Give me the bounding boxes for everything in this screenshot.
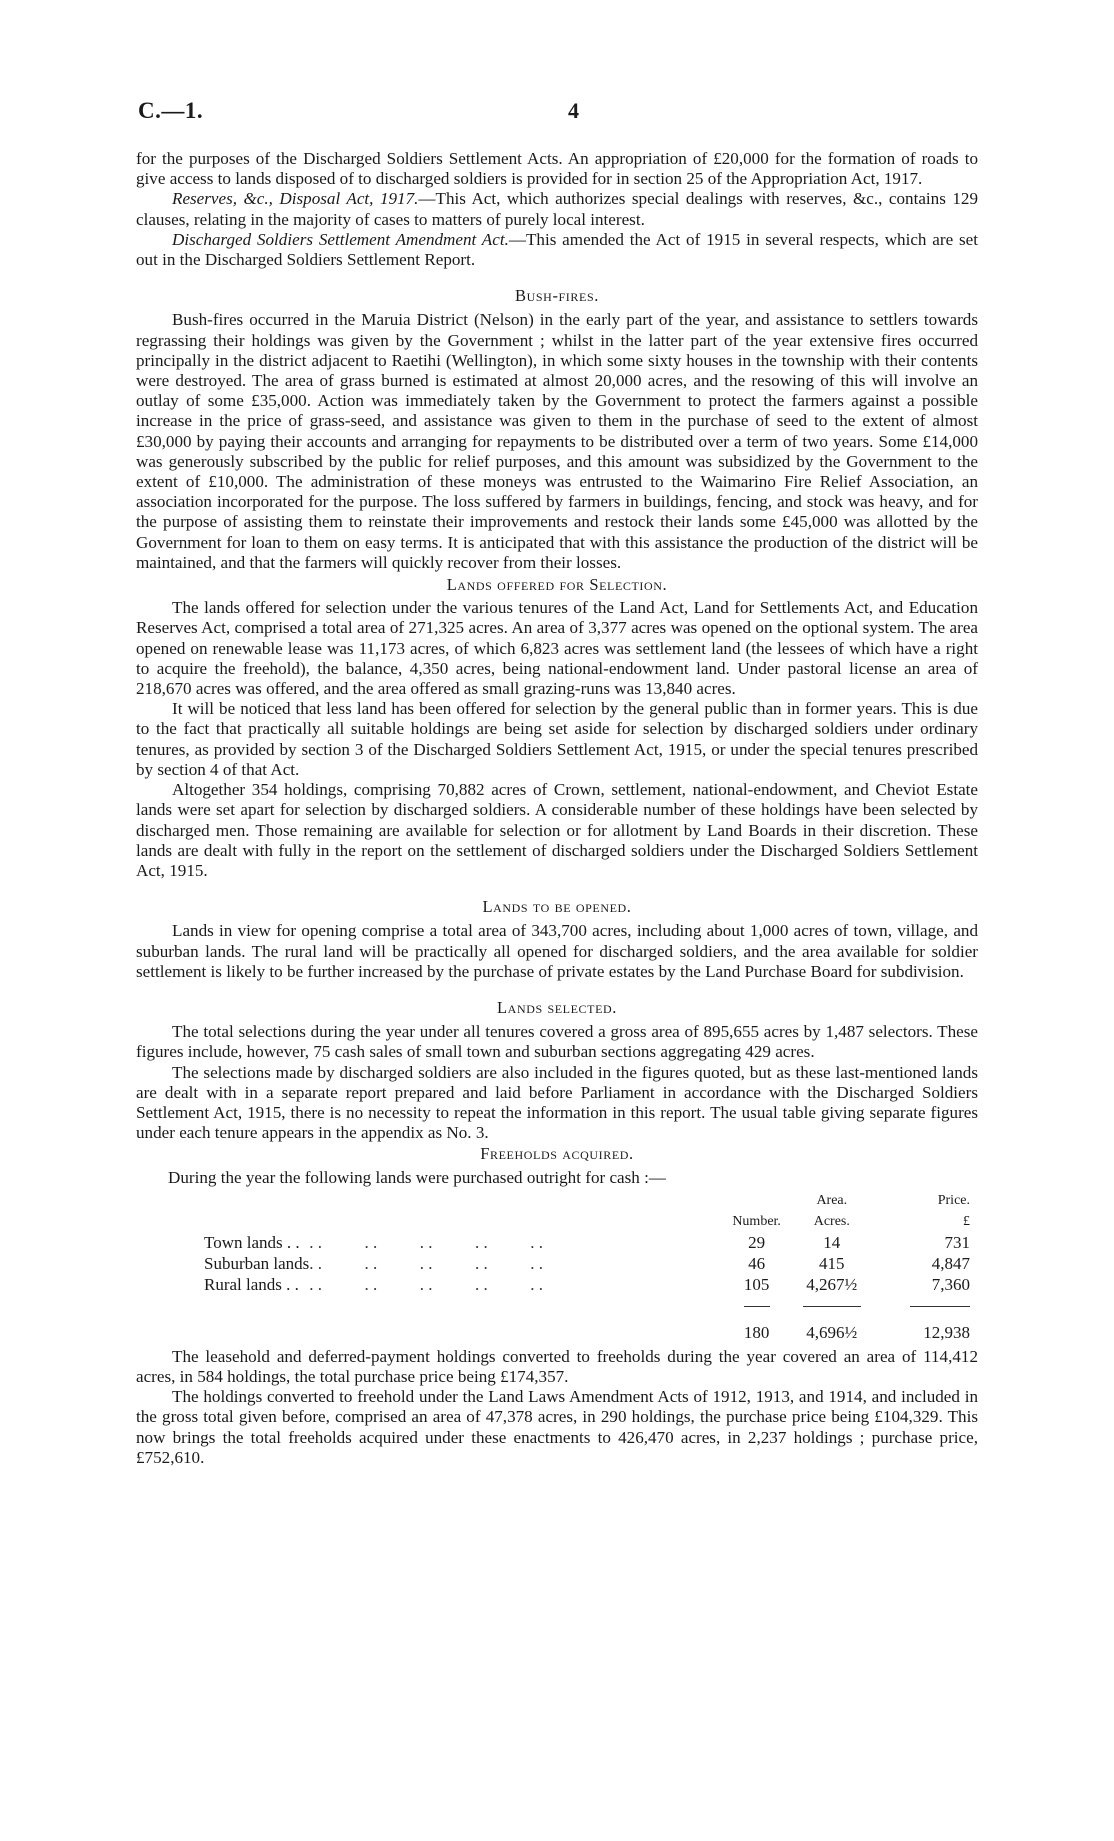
section-heading-freeholds: Freeholds acquired. <box>480 1144 634 1164</box>
intro-paragraph: for the purposes of the Discharged Soldiers Settlement Acts. An appropriation of £20,000 for the formation of roads to give access to lands disposed of to discharged soldiers is provided for in section 25 of the Appropriation Act, 1917. <box>136 149 978 189</box>
total-rule-area <box>803 1306 861 1307</box>
cell-price: 4,847 <box>931 1253 970 1273</box>
table-header-row <box>136 1190 978 1232</box>
cell-number: 29 <box>748 1232 766 1252</box>
cell-area: 4,267½ <box>806 1274 858 1294</box>
lands-selected-paragraph-1: The total selections during the year under all tenures covered a gross area of 895,655 acres by 1,487 selectors. These figures include, however, 75 cash sales of small town and suburban sections aggregating 429 acres. <box>136 1022 978 1062</box>
lands-to-be-opened-paragraph: Lands in view for opening comprise a total area of 343,700 acres, including about 1,000 acres of town, village, and suburban lands. The rural land will be practically all opened for discharged soldiers, and the area available for soldier settlement is likely to be further increased by the purchase of private estates by the Land Purchase Board for subdivision. <box>136 921 978 981</box>
cell-number: 105 <box>743 1274 770 1294</box>
cell-price: 7,360 <box>931 1274 970 1294</box>
cell-area: 14 <box>823 1232 841 1252</box>
total-price: 12,938 <box>923 1322 970 1342</box>
column-header-area-unit: Acres. <box>813 1213 850 1229</box>
section-heading-lands-to-be-opened: Lands to be opened. <box>482 897 632 917</box>
table-row <box>136 1232 978 1253</box>
column-header-price-unit: £ <box>963 1213 970 1229</box>
row-label: Town lands . . <box>204 1232 300 1252</box>
document-body <box>136 149 978 1468</box>
soldiers-amendment-text: —This amended the Act of 1915 in several respects, which are set out in the Discharged Soldiers Settlement Report. <box>136 229 979 270</box>
leader-dots: . . . . . . . . . . <box>309 1253 544 1273</box>
total-rule-row <box>136 1295 978 1316</box>
row-label: Rural lands . . <box>204 1274 299 1294</box>
lands-offered-paragraph-2: It will be noticed that less land has been offered for selection by the general public than in former years. This is due to the fact that practically all suitable holdings are being set aside for selection by discharged soldiers under ordinary tenures, as provided by section 3 of the Discharged Soldiers Settlement Act, 1915, or under the special tenures prescribed by section 4 of that Act. <box>136 699 978 779</box>
reserves-act-paragraph <box>136 189 978 229</box>
table-totals-row <box>136 1316 978 1343</box>
total-area: 4,696½ <box>806 1322 858 1342</box>
reserves-act-text: —This Act, which authorizes special dealings with reserves, &c., contains 129 clauses, relating in the majority of cases to matters of purely local interest. <box>136 189 978 229</box>
freeholds-lead-sentence: During the year the following lands were purchased outright for cash :— <box>168 1167 666 1187</box>
cell-number: 46 <box>748 1253 766 1273</box>
soldiers-amendment-title: Discharged Soldiers Settlement Amendment Act. <box>172 229 509 249</box>
section-heading-lands-offered: Lands offered for Selection. <box>446 575 668 595</box>
table-row <box>136 1253 978 1274</box>
column-header-area <box>783 1190 881 1232</box>
reserves-act-title: Reserves, &c., Disposal Act, 1917. <box>172 189 419 209</box>
leader-dots: . . . . . . . . . . <box>309 1274 544 1294</box>
column-header-price-label: Price. <box>937 1192 970 1208</box>
freeholds-paragraph-2: The holdings converted to freehold under the Land Laws Amendment Acts of 1912, 1913, and 1914, and included in the gross total given before, comprised an area of 47,378 acres, in 290 holdings, the purchase price being £104,329. This now brings the total freeholds acquired under these enactments to 426,470 acres, in 2,237 holdings ; purchase price, £752,610. <box>136 1387 978 1467</box>
bush-fires-paragraph: Bush-fires occurred in the Maruia District (Nelson) in the early part of the year, and assistance to settlers towards regrassing their holdings was given by the Government ; whilst in the latter part of the year extensive fires occurred principally in the district adjacent to Raetihi (Wellington), in which some sixty houses in the township with their contents were destroyed. The area of grass burned is estimated at almost 20,000 acres, and the resowing of this will involve an outlay of some £35,000. Action was immediately taken by the Government to protect the farmers against a possible increase in the price of grass-seed, and assistance was given to them in the purchase of seed to the extent of almost £30,000 by paying their accounts and arranging for repayments to be distributed over a term of two years. Some £14,000 was generously subscribed by the public for relief purposes, and this amount was subsidized by the Government to the extent of £10,000. The administration of these moneys was entrusted to the Waimarino Fire Relief Association, an association incorporated for the purpose. The loss suffered by farmers in buildings, fencing, and stock was heavy, and for the purpose of assisting them to reinstate their improvements and restock their lands some £45,000 was allotted by the Government for loan to them on easy terms. It is anticipated that with this assistance the production of the district will be maintained, and that the farmers will quickly recover from their losses. <box>136 310 978 572</box>
cell-area: 415 <box>819 1253 845 1273</box>
leader-dots: . . . . . . . . . . <box>309 1232 544 1252</box>
total-rule-number <box>744 1306 770 1307</box>
table-row <box>136 1274 978 1295</box>
page-number: 4 <box>568 98 579 123</box>
lands-selected-paragraph-2: The selections made by discharged soldiers are also included in the figures quoted, but as these last-mentioned lands are dealt with in a separate report prepared and laid before Parliament in accordance with the Discharged Soldiers Settlement Act, 1915, there is no necessity to repeat the information in this report. The usual table giving separate figures under each tenure appears in the appendix as No. 3. <box>136 1062 978 1143</box>
page-header <box>138 98 978 128</box>
total-number: 180 <box>743 1322 770 1342</box>
row-label: Suburban lands <box>204 1253 310 1273</box>
cell-price: 731 <box>944 1232 970 1252</box>
total-rule-price <box>910 1306 970 1307</box>
section-heading-bush-fires: Bush-fires. <box>515 286 599 306</box>
document-reference: C.—1. <box>138 98 204 123</box>
column-header-number: Number. <box>732 1213 781 1229</box>
freeholds-table <box>136 1190 978 1343</box>
soldiers-amendment-paragraph <box>136 230 978 270</box>
section-heading-lands-selected: Lands selected. <box>497 997 617 1017</box>
lands-offered-paragraph-3: Altogether 354 holdings, comprising 70,882 acres of Crown, settlement, national-endowment, and Cheviot Estate lands were set apart for selection by discharged soldiers. A considerable number of these holdings have been selected by discharged men. Those remaining are available for selection or for allotment by Land Boards in their discretion. These lands are dealt with fully in the report on the settlement of discharged soldiers under the Discharged Soldiers Settlement Act, 1915. <box>136 780 978 880</box>
column-header-area-label: Area. <box>816 1192 848 1208</box>
freeholds-paragraph-1: The leasehold and deferred-payment holdings converted to freeholds during the year covered an area of 114,412 acres, in 584 holdings, the total purchase price being £174,357. <box>136 1346 978 1386</box>
lands-offered-paragraph-1: The lands offered for selection under the various tenures of the Land Act, Land for Settlements Act, and Education Reserves Act, comprised a total area of 271,325 acres. An area of 3,377 acres was opened on the optional system. The area opened on renewable lease was 11,173 acres, of which 6,823 acres was settlement land (the lessees of which have a right to acquire the freehold), the balance, 4,350 acres, being national-endowment land. Under pastoral license an area of 218,670 acres was offered, and the area offered as small grazing-runs was 13,840 acres. <box>136 598 978 699</box>
column-header-price <box>881 1190 978 1232</box>
